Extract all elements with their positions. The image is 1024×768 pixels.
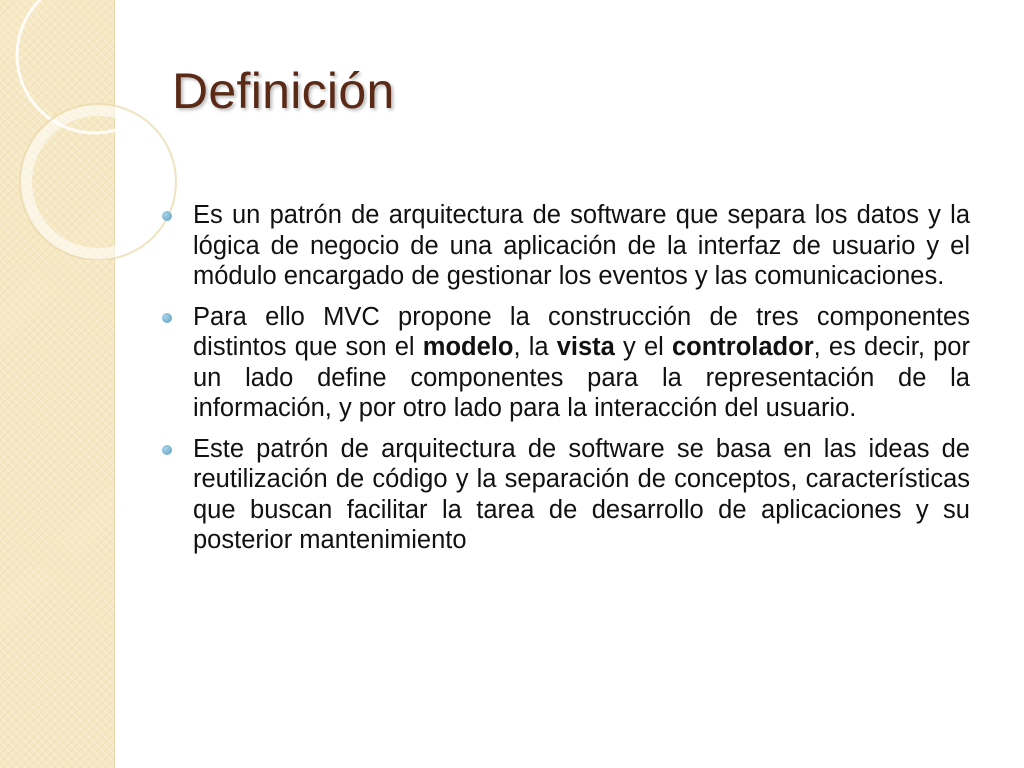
bold-term-controlador: controlador [671,333,814,361]
bullet-text: y el [614,333,672,361]
bullet-item-2 [160,302,970,424]
bullet-text: , es decir, por un lado define componentes para la representación de la información, y por otro lado para la interacción del usuario. [193,333,970,422]
bullet-text: Este patrón de arquitectura de software se basa en las ideas de reutilización de código y la separación de conceptos, características que buscan facilitar la tarea de desarrollo de aplicaciones y su posterior mantenimiento [193,434,970,554]
bullet-dot-icon [162,445,172,455]
bullet-text: Para ello MVC propone la construcción de tres componentes distintos que son el [193,302,970,361]
bullet-text: , la [513,333,557,361]
bullet-item-1 [160,200,970,292]
bold-term-modelo: modelo [422,333,514,361]
bullet-text: Es un patrón de arquitectura de software que separa los datos y la lógica de negocio de una aplicación de la interfaz de usuario y el módulo encargado de gestionar los eventos y las comunicaciones. [193,201,970,290]
slide-title: Definición [172,63,395,119]
bullet-dot-icon [162,313,172,323]
bullet-item-3 [160,434,970,556]
side-decorative-band [0,0,115,768]
bullet-list [160,200,970,566]
bold-term-vista: vista [556,333,615,361]
bullet-dot-icon [162,211,172,221]
